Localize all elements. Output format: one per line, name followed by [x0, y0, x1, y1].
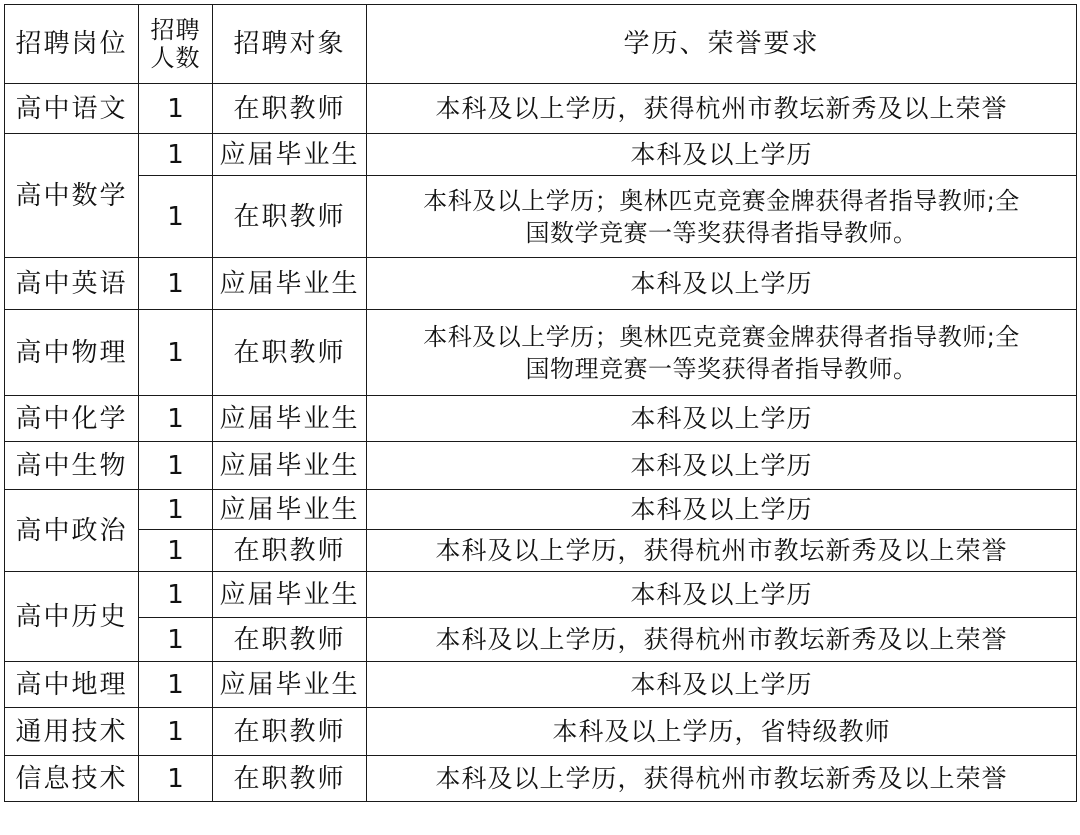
table-row [5, 176, 1077, 258]
table-row [5, 662, 1077, 708]
count-cell: 1 [139, 618, 213, 662]
header-count-line1: 招聘 [150, 16, 201, 44]
position-cell: 高中化学 [5, 396, 139, 442]
position-cell: 高中历史 [5, 572, 139, 662]
requirement-cell: 本科及以上学历 [367, 396, 1077, 442]
table-row [5, 442, 1077, 490]
table-row [5, 756, 1077, 802]
target-cell: 应届毕业生 [213, 396, 367, 442]
requirement-cell: 本科及以上学历 [367, 442, 1077, 490]
target-cell: 在职教师 [213, 84, 367, 134]
header-requirement: 学历、荣誉要求 [367, 5, 1077, 84]
requirement-cell [367, 310, 1077, 396]
target-cell: 在职教师 [213, 708, 367, 756]
requirement-cell: 本科及以上学历 [367, 572, 1077, 618]
requirement-cell: 本科及以上学历，获得杭州市教坛新秀及以上荣誉 [367, 618, 1077, 662]
header-target: 招聘对象 [213, 5, 367, 84]
target-cell: 应届毕业生 [213, 490, 367, 530]
position-cell: 高中数学 [5, 134, 139, 258]
table-row [5, 708, 1077, 756]
count-cell: 1 [139, 84, 213, 134]
table-row [5, 310, 1077, 396]
header-count-line2: 人数 [150, 44, 201, 72]
table-row [5, 490, 1077, 530]
target-cell: 在职教师 [213, 756, 367, 802]
count-cell: 1 [139, 176, 213, 258]
requirement-cell: 本科及以上学历，获得杭州市教坛新秀及以上荣誉 [367, 756, 1077, 802]
requirement-cell: 本科及以上学历 [367, 134, 1077, 176]
requirement-cell: 本科及以上学历，省特级教师 [367, 708, 1077, 756]
target-cell: 应届毕业生 [213, 442, 367, 490]
position-cell: 信息技术 [5, 756, 139, 802]
requirement-cell: 本科及以上学历，获得杭州市教坛新秀及以上荣誉 [367, 530, 1077, 572]
count-cell: 1 [139, 530, 213, 572]
target-cell: 应届毕业生 [213, 134, 367, 176]
position-cell: 高中物理 [5, 310, 139, 396]
count-cell: 1 [139, 756, 213, 802]
table-row [5, 572, 1077, 618]
position-cell: 高中生物 [5, 442, 139, 490]
position-cell: 高中政治 [5, 490, 139, 572]
header-count [139, 5, 213, 84]
table-row [5, 530, 1077, 572]
target-cell: 在职教师 [213, 176, 367, 258]
table-row [5, 258, 1077, 310]
target-cell: 应届毕业生 [213, 572, 367, 618]
position-cell: 通用技术 [5, 708, 139, 756]
header-position: 招聘岗位 [5, 5, 139, 84]
position-cell: 高中语文 [5, 84, 139, 134]
requirement-cell: 本科及以上学历，获得杭州市教坛新秀及以上荣誉 [367, 84, 1077, 134]
table-row [5, 396, 1077, 442]
count-cell: 1 [139, 708, 213, 756]
requirement-cell: 本科及以上学历 [367, 662, 1077, 708]
count-cell: 1 [139, 442, 213, 490]
recruitment-table [4, 4, 1077, 802]
count-cell: 1 [139, 396, 213, 442]
count-cell: 1 [139, 310, 213, 396]
target-cell: 在职教师 [213, 310, 367, 396]
target-cell: 应届毕业生 [213, 258, 367, 310]
requirement-line1: 本科及以上学历；奥林匹克竞赛金牌获得者指导教师;全 [423, 186, 1020, 215]
position-cell: 高中英语 [5, 258, 139, 310]
target-cell: 在职教师 [213, 618, 367, 662]
count-cell: 1 [139, 258, 213, 310]
count-cell: 1 [139, 662, 213, 708]
requirement-line1: 本科及以上学历；奥林匹克竞赛金牌获得者指导教师;全 [423, 322, 1020, 351]
target-cell: 在职教师 [213, 530, 367, 572]
header-row [5, 5, 1077, 84]
table-row [5, 618, 1077, 662]
table-row [5, 134, 1077, 176]
count-cell: 1 [139, 490, 213, 530]
requirement-line2: 国物理竞赛一等奖获得者指导教师。 [525, 354, 918, 383]
count-cell: 1 [139, 572, 213, 618]
requirement-cell: 本科及以上学历 [367, 258, 1077, 310]
requirement-cell: 本科及以上学历 [367, 490, 1077, 530]
requirement-line2: 国数学竞赛一等奖获得者指导教师。 [525, 218, 918, 247]
position-cell: 高中地理 [5, 662, 139, 708]
target-cell: 应届毕业生 [213, 662, 367, 708]
table-row [5, 84, 1077, 134]
count-cell: 1 [139, 134, 213, 176]
requirement-cell [367, 176, 1077, 258]
